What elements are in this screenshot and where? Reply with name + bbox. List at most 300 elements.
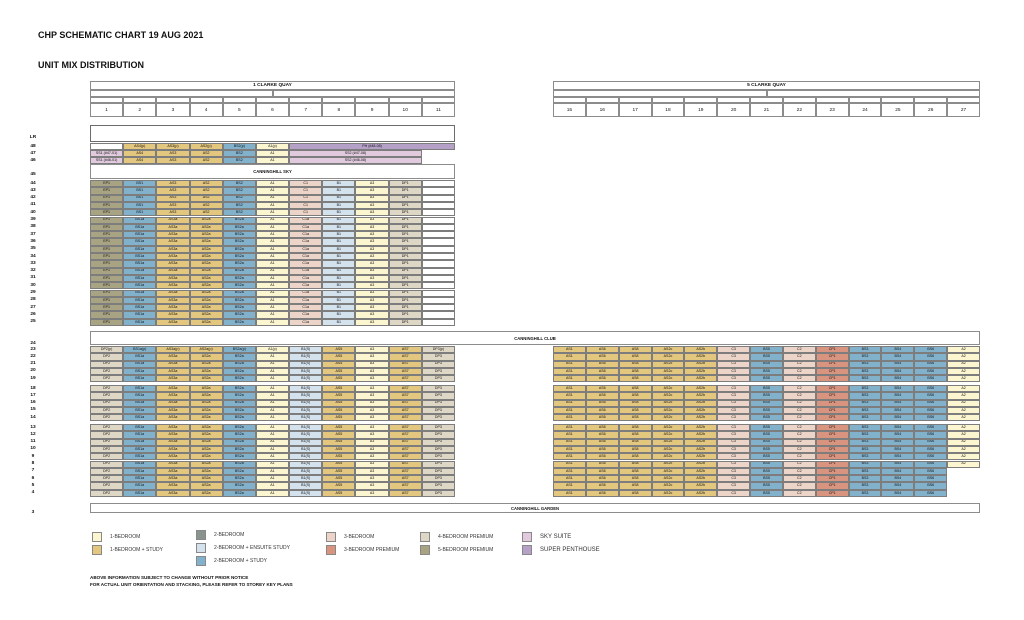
unit-cell: A1: [256, 392, 289, 399]
unit-cell: A3: [355, 446, 388, 453]
unit-cell: AS3a: [156, 431, 189, 438]
unit-cell: AS2a: [190, 246, 223, 253]
unit-cell: AS6: [586, 446, 619, 453]
stack-number: 2: [123, 103, 156, 117]
unit-cell: CP1: [816, 490, 849, 497]
unit-cell: B1: [322, 231, 355, 238]
unit-cell: BS6: [914, 431, 947, 438]
unit-cell: DP1: [389, 202, 422, 209]
unit-cell: DP3: [422, 375, 455, 382]
swatch: [326, 545, 336, 555]
unit-cell: AS2: [190, 209, 223, 216]
unit-cell: B1(S): [289, 482, 322, 489]
legend-2-bedroom: 2-BEDROOM: [196, 530, 244, 540]
unit-cell: DP2: [90, 368, 123, 375]
unit-cell: BS1: [123, 202, 156, 209]
unit-cell: AS3a: [156, 482, 189, 489]
unit-cell: AS2a: [190, 217, 223, 224]
unit-cell: EP1: [90, 260, 123, 267]
unit-cell: DP3: [422, 392, 455, 399]
unit-cell: AS8: [619, 424, 652, 431]
unit-cell: AS2a: [190, 368, 223, 375]
unit-cell: AS2a: [190, 290, 223, 297]
unit-cell: A1: [256, 290, 289, 297]
unit-cell: BS5: [750, 368, 783, 375]
floor-label: 17: [30, 392, 36, 398]
floor-label: 43: [30, 187, 36, 193]
floor-label: 9: [31, 453, 35, 459]
unit-cell: C2: [783, 453, 816, 460]
unit-cell: AS1: [553, 368, 586, 375]
unit-cell: A1: [256, 268, 289, 275]
unit-cell: A2: [947, 461, 980, 468]
unit-cell: BS5: [750, 414, 783, 421]
unit-cell: AS2b: [684, 400, 717, 407]
unit-cell: EP1: [90, 282, 123, 289]
unit-cell: DP2: [90, 375, 123, 382]
page-title: CHP SCHEMATIC CHART 19 AUG 2021: [38, 30, 204, 40]
unit-cell: DP2: [90, 490, 123, 497]
unit-cell: BS2(p): [223, 143, 256, 150]
unit-cell: B1(S): [289, 385, 322, 392]
unit-cell: A1: [256, 260, 289, 267]
unit-cell: BS4: [881, 446, 914, 453]
unit-cell: EP1: [90, 187, 123, 194]
unit-cell: C1a: [289, 238, 322, 245]
stack-number: 23: [816, 103, 849, 117]
unit-cell: AS3a(p): [156, 346, 189, 353]
unit-cell: C1: [289, 187, 322, 194]
unit-cell: DP3: [422, 475, 455, 482]
floor-label: 3: [31, 510, 35, 515]
unit-cell-empty: [422, 290, 455, 297]
unit-cell: AS8: [619, 353, 652, 360]
unit-cell: BS6: [914, 446, 947, 453]
unit-cell: BS6: [914, 424, 947, 431]
unit-cell: A1: [256, 431, 289, 438]
unit-cell-empty: [422, 268, 455, 275]
unit-cell: AS8: [619, 453, 652, 460]
unit-cell: AS2c: [652, 353, 685, 360]
unit-cell: BS1a: [123, 431, 156, 438]
unit-cell: AS3a: [156, 468, 189, 475]
unit-cell: AS5: [322, 400, 355, 407]
unit-cell: AS2b: [684, 490, 717, 497]
unit-cell: BS6: [914, 353, 947, 360]
unit-cell: A3: [355, 246, 388, 253]
unit-cell: AS5: [322, 482, 355, 489]
unit-cell: C1a: [289, 268, 322, 275]
unit-cell: AS2b: [684, 385, 717, 392]
unit-cell: AS2c: [652, 468, 685, 475]
unit-cell-sky-suite: SS1 (#46-01): [90, 157, 123, 164]
floor-label: 21: [30, 361, 36, 367]
unit-cell: C3: [717, 361, 750, 368]
unit-cell: BS2a: [223, 353, 256, 360]
unit-cell: A1: [256, 368, 289, 375]
unit-cell: DP3: [422, 407, 455, 414]
floor-label: 40: [30, 209, 36, 215]
unit-cell: A3: [355, 361, 388, 368]
footer-note-1: ABOVE INFORMATION SUBJECT TO CHANGE WITHOUT PRIOR NOTICE: [90, 575, 249, 580]
unit-cell: DP1: [389, 311, 422, 318]
unit-cell: BS1a: [123, 217, 156, 224]
unit-cell: DP1: [389, 195, 422, 202]
unit-cell: DP2: [90, 439, 123, 446]
unit-cell: AS5: [322, 385, 355, 392]
unit-cell: AS1: [553, 346, 586, 353]
unit-cell: A1: [256, 482, 289, 489]
unit-cell: EP1: [90, 224, 123, 231]
unit-cell: AS8: [619, 439, 652, 446]
unit-cell: C3: [717, 461, 750, 468]
unit-cell: AS2b: [684, 468, 717, 475]
unit-cell: AS2a: [190, 268, 223, 275]
stack-number: 10: [389, 103, 422, 117]
swatch: [196, 530, 206, 540]
unit-cell: B1: [322, 180, 355, 187]
unit-cell: A1: [256, 439, 289, 446]
unit-cell: A1: [256, 150, 289, 157]
floor-label: 28: [30, 297, 36, 303]
unit-cell: C2: [783, 407, 816, 414]
unit-cell: BS5: [750, 407, 783, 414]
page-subtitle: UNIT MIX DISTRIBUTION: [38, 60, 144, 70]
unit-cell: C1: [289, 202, 322, 209]
unit-cell: DP3: [422, 353, 455, 360]
unit-cell: DP2: [90, 361, 123, 368]
unit-cell: DP2: [90, 468, 123, 475]
unit-cell: AS7: [389, 353, 422, 360]
unit-cell: AS2a: [190, 375, 223, 382]
unit-cell: C1a: [289, 282, 322, 289]
legend-4-bedroom-premium: 4-BEDROOM PREMIUM: [420, 532, 493, 542]
unit-cell: AS6: [586, 490, 619, 497]
unit-cell: BS2: [223, 187, 256, 194]
unit-cell: BS2a: [223, 453, 256, 460]
unit-cell: BS1a: [123, 400, 156, 407]
unit-cell: AS2a: [190, 297, 223, 304]
unit-cell: AS2a: [190, 260, 223, 267]
unit-cell: AS6: [586, 346, 619, 353]
unit-cell: DP1: [389, 180, 422, 187]
unit-cell: BS1a: [123, 375, 156, 382]
unit-cell: B1(S): [289, 446, 322, 453]
unit-cell: A2: [947, 453, 980, 460]
unit-cell: DP3: [422, 439, 455, 446]
unit-cell: BS2a: [223, 424, 256, 431]
unit-cell: C2: [783, 482, 816, 489]
unit-cell: AS1: [553, 490, 586, 497]
unit-cell: DP1: [389, 246, 422, 253]
unit-cell: AS7: [389, 490, 422, 497]
unit-cell: A3: [355, 231, 388, 238]
unit-cell-empty: [422, 224, 455, 231]
unit-cell: BS4: [881, 461, 914, 468]
unit-cell: BS3: [849, 407, 882, 414]
stack-number: 5: [223, 103, 256, 117]
unit-cell: AS1: [553, 468, 586, 475]
unit-cell: BS1a: [123, 231, 156, 238]
unit-cell: BS3: [849, 353, 882, 360]
unit-cell-empty: [422, 319, 455, 326]
unit-cell: AS8: [619, 490, 652, 497]
unit-cell: A1: [256, 217, 289, 224]
unit-cell: B1(S): [289, 439, 322, 446]
floor-label: 5: [31, 482, 35, 488]
unit-cell: B1: [322, 282, 355, 289]
unit-cell: BS3: [849, 490, 882, 497]
unit-cell: BS2a: [223, 468, 256, 475]
unit-cell: BS2a: [223, 260, 256, 267]
unit-cell: CP1: [816, 400, 849, 407]
unit-cell: BS3: [849, 414, 882, 421]
unit-cell: AS2(p): [190, 143, 223, 150]
unit-cell: AS3a: [156, 260, 189, 267]
unit-cell: A3: [355, 353, 388, 360]
unit-cell: A3: [355, 238, 388, 245]
unit-cell: B1(S): [289, 353, 322, 360]
unit-cell: BS4: [881, 439, 914, 446]
unit-cell: BS5: [750, 353, 783, 360]
unit-cell: C1a: [289, 319, 322, 326]
swatch: [522, 532, 532, 542]
unit-cell: C3: [717, 453, 750, 460]
unit-cell: C3: [717, 346, 750, 353]
unit-cell: AS3: [156, 187, 189, 194]
unit-cell: AS3a: [156, 375, 189, 382]
unit-cell: DP2: [90, 424, 123, 431]
unit-cell: BS2: [223, 195, 256, 202]
stack-number: 8: [322, 103, 355, 117]
unit-cell: B1: [322, 304, 355, 311]
unit-cell: AS7: [389, 424, 422, 431]
unit-cell: A2: [947, 385, 980, 392]
unit-cell-sky-suite: SS2 (#46-08): [289, 157, 422, 164]
unit-cell: BS5: [750, 453, 783, 460]
unit-cell: AS6: [586, 468, 619, 475]
unit-cell: AS1: [553, 414, 586, 421]
unit-cell: A3: [355, 275, 388, 282]
stack-number: 21: [750, 103, 783, 117]
unit-cell: A1: [256, 297, 289, 304]
unit-cell: B1: [322, 224, 355, 231]
unit-cell-empty: [422, 253, 455, 260]
stack-number: 20: [717, 103, 750, 117]
unit-cell: AS2a: [190, 385, 223, 392]
unit-cell: A3: [355, 453, 388, 460]
unit-cell: DP1: [389, 231, 422, 238]
unit-cell: BS1a: [123, 290, 156, 297]
unit-cell: AS5: [322, 361, 355, 368]
unit-cell: AS3: [156, 157, 189, 164]
unit-cell: DP3: [422, 385, 455, 392]
footer-note-2: FOR ACTUAL UNIT ORIENTATION AND STACKING, PLEASE REFER TO STOREY KEY PLANS: [90, 582, 293, 587]
stack-number: 7: [289, 103, 322, 117]
unit-cell: BS1a: [123, 414, 156, 421]
unit-cell: A1: [256, 180, 289, 187]
unit-cell: B1: [322, 238, 355, 245]
unit-cell: AS6: [586, 385, 619, 392]
unit-cell: A1: [256, 375, 289, 382]
unit-cell: BS4: [881, 385, 914, 392]
unit-cell: AS8: [619, 468, 652, 475]
unit-cell: BS2a: [223, 246, 256, 253]
unit-cell: B1(S): [289, 490, 322, 497]
swatch: [522, 545, 532, 555]
unit-cell: AS6: [586, 400, 619, 407]
unit-cell: DP1: [389, 238, 422, 245]
unit-cell: DP2: [90, 453, 123, 460]
unit-cell: AS6: [586, 375, 619, 382]
floor-label: 18: [30, 385, 36, 391]
unit-cell: BS5: [750, 392, 783, 399]
unit-cell: BS2: [223, 157, 256, 164]
unit-cell: DP2: [90, 353, 123, 360]
unit-cell: AS3a: [156, 461, 189, 468]
unit-cell: C3: [717, 392, 750, 399]
unit-cell: B1(S): [289, 361, 322, 368]
unit-cell: A3: [355, 202, 388, 209]
unit-cell: EP1: [90, 209, 123, 216]
unit-cell: AS7: [389, 475, 422, 482]
unit-cell: A3: [355, 414, 388, 421]
unit-cell: AS2a: [190, 353, 223, 360]
unit-cell: C3: [717, 468, 750, 475]
swatch: [92, 545, 102, 555]
stack-number: 3: [156, 103, 189, 117]
unit-cell: C2: [783, 353, 816, 360]
unit-cell: C2: [783, 392, 816, 399]
unit-cell: AS1: [553, 446, 586, 453]
unit-cell: BS4: [881, 346, 914, 353]
unit-cell: AS2: [190, 195, 223, 202]
unit-cell: C1a: [289, 290, 322, 297]
header-subrow: [553, 90, 767, 97]
unit-cell: B1(S): [289, 431, 322, 438]
unit-cell: C3: [717, 407, 750, 414]
unit-cell: B1: [322, 311, 355, 318]
unit-cell: DP1: [389, 260, 422, 267]
unit-cell: BS2a: [223, 385, 256, 392]
unit-cell: AS2b: [684, 375, 717, 382]
unit-cell: AS2a(p): [190, 346, 223, 353]
unit-cell: A2: [947, 353, 980, 360]
unit-cell: BS1a: [123, 361, 156, 368]
unit-cell: C1a: [289, 231, 322, 238]
unit-cell: EP1: [90, 246, 123, 253]
unit-cell: DP2: [90, 407, 123, 414]
unit-cell: BS4: [881, 475, 914, 482]
unit-cell: A2: [947, 346, 980, 353]
unit-cell: AS3a: [156, 400, 189, 407]
unit-cell: AS2c: [652, 439, 685, 446]
unit-cell: C2: [783, 439, 816, 446]
unit-cell: B1: [322, 187, 355, 194]
unit-cell: AS3: [156, 150, 189, 157]
unit-cell: AS7: [389, 482, 422, 489]
unit-cell: A1(p): [256, 346, 289, 353]
floor-label: 42: [30, 195, 36, 201]
floor-label: 31: [30, 275, 36, 281]
unit-cell: AS8: [619, 368, 652, 375]
unit-cell: C3: [717, 375, 750, 382]
unit-cell-sky-suite: SS1 (#47-01): [90, 150, 123, 157]
unit-cell: A3: [355, 468, 388, 475]
unit-cell: B1: [322, 217, 355, 224]
unit-cell: BS1a: [123, 475, 156, 482]
unit-cell: B1: [322, 253, 355, 260]
unit-cell: BS1: [123, 187, 156, 194]
unit-cell: DP2: [90, 392, 123, 399]
unit-cell: BS2: [223, 202, 256, 209]
unit-cell-empty: [422, 304, 455, 311]
unit-cell: BS1a: [123, 392, 156, 399]
unit-cell: AS8: [619, 346, 652, 353]
unit-cell: AS3a: [156, 268, 189, 275]
unit-cell: AS2c: [652, 461, 685, 468]
unit-cell: A1: [256, 414, 289, 421]
stack-number: 16: [586, 103, 619, 117]
floor-label: 27: [30, 304, 36, 310]
unit-cell: BS3: [849, 385, 882, 392]
unit-cell: BS1a: [123, 268, 156, 275]
unit-cell: AS4(p): [123, 143, 156, 150]
unit-cell: AS1: [553, 407, 586, 414]
unit-cell: AS2c: [652, 368, 685, 375]
floor-label: 16: [30, 400, 36, 406]
unit-cell: B1(S): [289, 407, 322, 414]
unit-cell: AS3a: [156, 319, 189, 326]
unit-cell: BS2a: [223, 439, 256, 446]
unit-cell: B1(S): [289, 375, 322, 382]
unit-cell: BS5: [750, 461, 783, 468]
unit-cell: BS1a: [123, 282, 156, 289]
unit-cell: BS1: [123, 195, 156, 202]
unit-cell: AS7: [389, 400, 422, 407]
unit-cell: AS3: [156, 180, 189, 187]
unit-cell: A2: [947, 392, 980, 399]
unit-cell: BS3: [849, 368, 882, 375]
unit-cell: DP2: [90, 446, 123, 453]
unit-cell: BS2a: [223, 275, 256, 282]
unit-cell: BS4: [881, 482, 914, 489]
unit-cell: AS2c: [652, 346, 685, 353]
unit-cell: AS2c: [652, 414, 685, 421]
unit-cell: DP2: [90, 461, 123, 468]
unit-cell: A2: [947, 368, 980, 375]
unit-cell: BS2a: [223, 482, 256, 489]
unit-cell: AS2a: [190, 319, 223, 326]
unit-cell: A3: [355, 431, 388, 438]
unit-cell: AS2b: [684, 353, 717, 360]
unit-cell: B1(S): [289, 424, 322, 431]
unit-cell: BS1a: [123, 453, 156, 460]
unit-cell: A3: [355, 385, 388, 392]
floor-label: 30: [30, 282, 36, 288]
unit-cell: AS2b: [684, 482, 717, 489]
floor-label: 15: [30, 407, 36, 413]
unit-cell: C2: [783, 475, 816, 482]
stack-number: 11: [422, 103, 455, 117]
floor-label: 25: [30, 319, 36, 325]
facility-band-sky: CANNINGHILL SKY: [90, 164, 455, 179]
unit-cell: DP3: [422, 453, 455, 460]
floor-label: 46: [30, 157, 36, 163]
unit-cell: BS3: [849, 453, 882, 460]
unit-cell: BS1a: [123, 260, 156, 267]
unit-cell: BS5: [750, 375, 783, 382]
